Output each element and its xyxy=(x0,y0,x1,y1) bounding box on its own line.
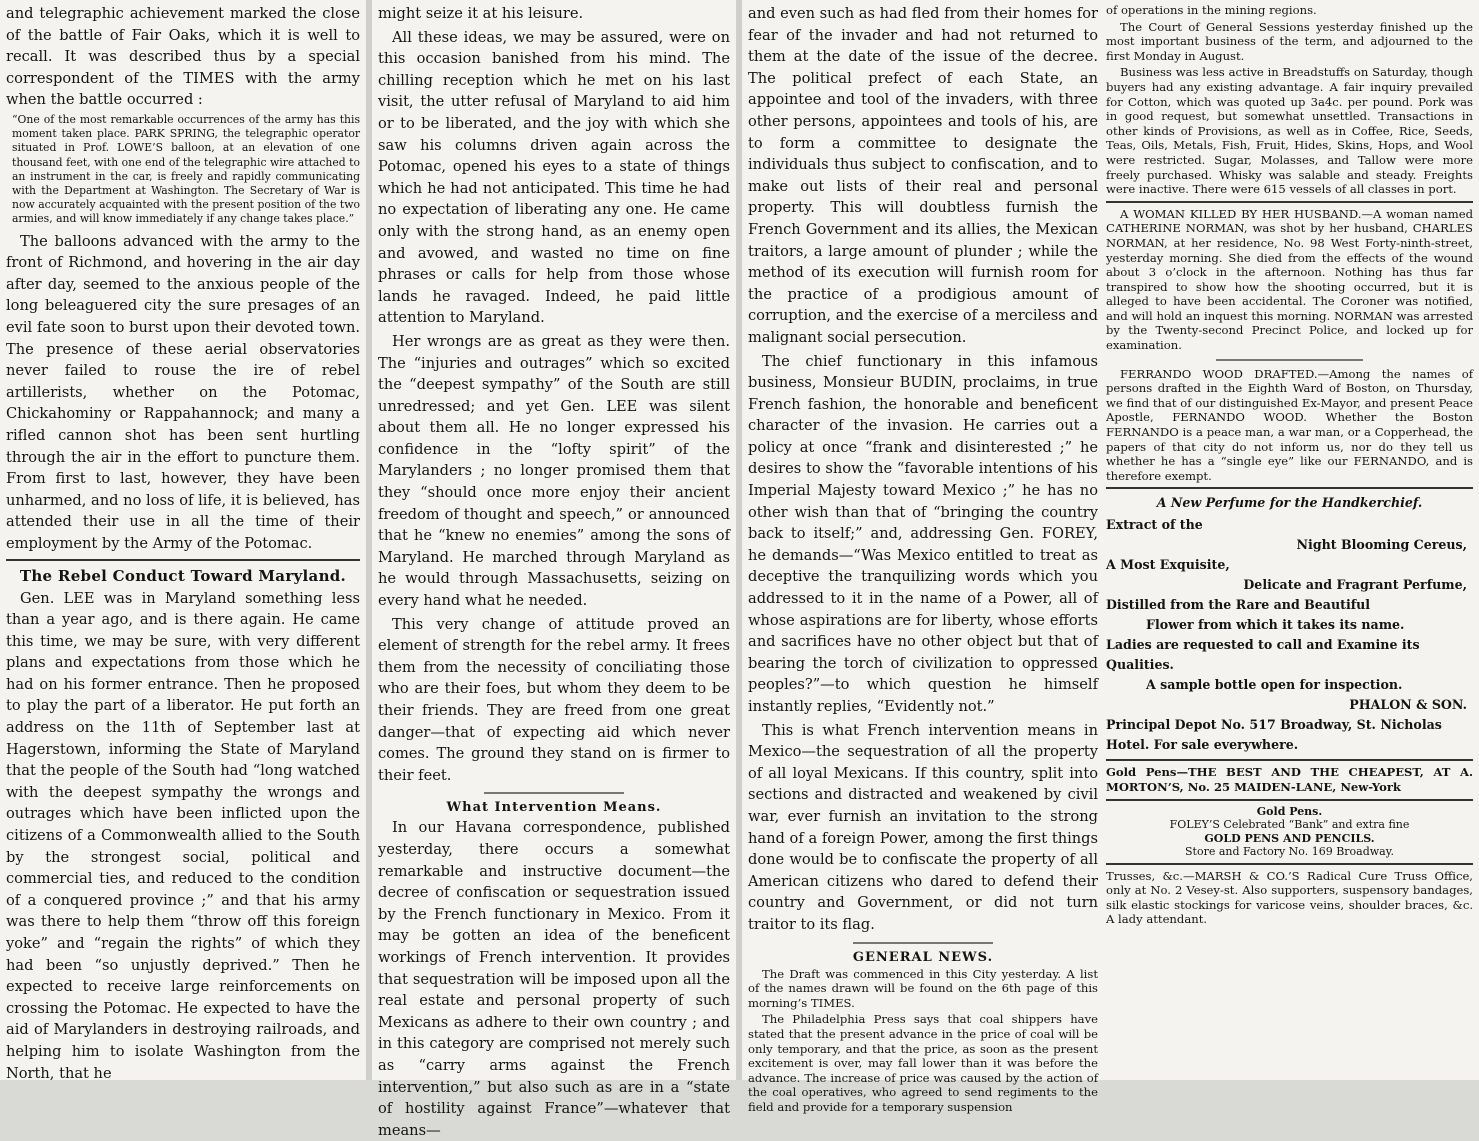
divider xyxy=(1106,799,1473,801)
column-2 xyxy=(372,0,736,1139)
section-heading: GENERAL NEWS. xyxy=(852,949,994,965)
paragraph: and telegraphic achievement marked the close of the battle of Fair Oaks, which it is well to recall. It was described thus by a special correspondent of the TIMES with the army when the battle occurred : xyxy=(6,5,360,109)
paragraph: and even such as had fled from their homes for fear of the invader and had not returned to them at the date of the issue of the decree. The political prefect of each State, an appointee and tool of the invaders, with three other persons, appointees and tools of his, are to form a committee to designate the individuals thus subject to confiscation, and to make out lists of their real and personal property. This will doubtless furnish the French Government and its allies, the Mexican traitors, a large amount of plunder ; while the method of its execution will furnish room for the practice of a prodigious amount of corruption, and the exercise of a merciless and malignant social persecution. xyxy=(748,5,1098,346)
divider xyxy=(6,559,360,561)
ad-line: Flower from which it takes its name. xyxy=(1146,617,1405,633)
column-1 xyxy=(0,0,366,1080)
news-item: of operations in the mining regions. xyxy=(1106,3,1317,17)
paragraph: The chief functionary in this infamous business, Monsieur BUDIN, proclaims, in true French fashion, the honorable and beneficent character of the invasion. He carries out a policy at once “frank and disinterested ;” he desires to show the “favorable intentions of his Imperial Majesty toward Mexico ;” he has no other wish than that of “bringing the country back to itself;” and, addressing Gen. FOREY, he demands—“Was Mexico entitled to treat as deceptive the tranquilizing words which you addressed to it in the name of a Power, all of whose aspirations are for liberty, whose efforts and sacrifices have no other object but that of bearing the torch of civilization to oppressed peoples?”—to which question he himself instantly replies, “Evidently not.” xyxy=(748,352,1098,715)
ad-line: PHALON & SON. xyxy=(1349,697,1467,713)
paragraph: Her wrongs are as great as they were then. The “injuries and outrages” which so excited the “deepest sympathy” of the South are still unredressed; and yet Gen. LEE was silent about them all. He no longer expressed his confidence in the “lofty spirit” of the Marylanders ; no longer promised them that they “should once more enjoy their ancient freedom of thought and speech,” or announced that he “knew no enemies” among the sons of Maryland. He marched through Maryland as he would through Massachusetts, seizing on every hand what he needed. xyxy=(378,332,730,610)
paragraph: This very change of attitude proved an element of strength for the rebel army. It frees them from the necessity of conciliating those who are their foes, but whom they deem to be their friends. They are freed from one great danger—that of expecting aid which never comes. The ground they stand on is firmer to their feet. xyxy=(378,615,730,784)
ad-line: Distilled from the Rare and Beautiful xyxy=(1106,597,1371,613)
quoted-dispatch: “One of the most remarkable occurrences of the army has this moment taken place. PARK SPRING, the telegraphic operator situated in Prof. LOWE’S balloon, at an elevation of one thousand feet, with one end of the telegraphic wire attached to an instrument in the car, is freely and rapidly communicating with the Department at Washington. The Secretary of War is now accurately acquainted with the present position of the two armies, and will know immediately if any change takes place.” xyxy=(12,112,360,226)
article-heading: What Intervention Means. xyxy=(446,800,662,816)
news-item-wood-drafted: FERRANDO WOOD DRAFTED.—Among the names of persons drafted in the Eighth Ward of Boston, on Thursday, we find that of our distinguished Ex-Mayor, and present Peace Apostle, FERNANDO WOOD. Whether the Boston FERNANDO is a peace man, a war man, or a Copperhead, the papers of that city do not inform us, nor do they tell us whether he has a “single eye” like our FERNANDO, and is therefore exempt. xyxy=(1106,366,1473,483)
ad-line: Store and Factory No. 169 Broadway. xyxy=(1185,845,1394,859)
ad-line: A Most Exquisite, xyxy=(1106,557,1230,573)
divider xyxy=(1106,487,1473,489)
column-3 xyxy=(742,0,1104,1114)
paragraph: might seize it at his leisure. xyxy=(378,5,584,22)
divider xyxy=(484,792,625,794)
ad-line: Ladies are requested to call and Examine its Qualities. xyxy=(1106,637,1420,673)
ad-line: Gold Pens—THE BEST AND THE CHEAPEST, AT A. MORTON’S, No. 25 MAIDEN-LANE, New-York xyxy=(1106,765,1473,794)
ad-line: Principal Depot No. 517 Broadway, St. Nicholas Hotel. For sale everywhere. xyxy=(1106,717,1442,753)
paragraph: In our Havana correspondence, published yesterday, there occurs a somewhat remarkable and instructive document—the decree of confiscation or sequestration issued by the French functionary in Mexico. From it may be gotten an idea of the beneficent workings of French intervention. It provides that sequestration will be imposed upon all the real estate and personal property of such Mexicans as adhere to their own country ; and in this category are comprised not merely such as “carry arms against the French intervention,” but also such as are in a “state of hostility against France”—whatever that means— xyxy=(378,819,730,1139)
ad-line: FOLEY’S Celebrated “Bank” and extra fine xyxy=(1169,818,1410,832)
article-heading: The Rebel Conduct Toward Maryland. xyxy=(19,566,347,585)
divider xyxy=(1106,863,1473,865)
divider xyxy=(853,942,993,944)
news-item: Business was less active in Breadstuffs on Saturday, though buyers had any existing advantage. A fair inquiry prevailed for Cotton, which was quoted up 3a4c. per pound. Pork was in good request, but somewhat unsettled. Transactions in other kinds of Provisions, as well as in Coffee, Rice, Seeds, Teas, Oils, Metals, Fish, Fruit, Hides, Skins, Hops, and Wool were restricted. Sugar, Molasses, and Tallow were more freely purchased. Whisky was salable and steady. Freights were inactive. There were 615 vessels of all classes in port. xyxy=(1106,65,1473,197)
news-item: The Draft was commenced in this City yesterday. A list of the names drawn will be found on the 6th page of this morning’s TIMES. xyxy=(748,966,1098,1010)
divider xyxy=(1106,201,1473,203)
paragraph: Gen. LEE was in Maryland something less than a year ago, and is there again. He came this time, we may be sure, with very different plans and expectations from those which he had on his former entrance. Then he proposed to play the part of a liberator. He put forth an address on the 11th of September last at Hagerstown, informing the State of Maryland that the people of the South had “long watched with the deepest sympathy the wrongs and outrages which have been inflicted upon the citizens of a Commonwealth allied to the South by the strongest social, political and commercial ties, and reduced to the condition of a conquered province ;” and that his army was there to help them “throw off this foreign yoke” and “regain the rights” of which they had been “so unjustly deprived.” Then he expected to receive large reinforcements on crossing the Potomac. He expected to have the aid of Marylanders in destroying railroads, and helping him to isolate Washington from the North, that he xyxy=(6,589,360,1082)
paragraph: The balloons advanced with the army to the front of Richmond, and hovering in the air day after day, seemed to the anxious people of the long beleaguered city the sure presages of an evil fate soon to burst upon their devoted town. The presence of these aerial observatories never failed to rouse the ire of rebel artillerists, whether on the Potomac, Chickahominy or Rappahannock; and many a rifled cannon shot has been sent hurtling through the air in the effort to puncture them. From first to last, however, they have been unharmed, and no loss of life, it is believed, has attended their use in all the time of their employment by the Army of the Potomac. xyxy=(6,232,360,552)
divider xyxy=(1106,759,1473,761)
ad-line: Extract of the xyxy=(1106,517,1203,533)
column-4 xyxy=(1100,0,1479,1080)
ad-title: A New Perfume for the Handkerchief. xyxy=(1156,495,1423,511)
ad-line: Night Blooming Cereus, xyxy=(1296,537,1467,553)
ad-line: A sample bottle open for inspection. xyxy=(1146,677,1403,693)
trusses-advertisement: Trusses, &c.—MARSH & CO.’S Radical Cure Truss Office, only at No. 2 Vesey-st. Also supporters, suspensory bandages, silk elastic stockings for varicose veins, shoulder braces, &c. A lady attendant. xyxy=(1106,868,1473,927)
perfume-advertisement xyxy=(1106,493,1473,755)
ad-line: GOLD PENS AND PENCILS. xyxy=(1204,831,1375,845)
news-item-woman-killed: A WOMAN KILLED BY HER HUSBAND.—A woman named CATHERINE NORMAN, was shot by her husband, CHARLES NORMAN, at her residence, No. 98 West Forty-ninth-street, yesterday morning. She died from the effects of the wound about 3 o’clock in the afternoon. Nothing has thus far transpired to show how the shooting occurred, but it is alleged to have been accidental. The Coroner was notified, and will hold an inquest this morning. NORMAN was arrested by the Twenty-second Precinct Police, and locked up for examination. xyxy=(1106,206,1473,353)
divider xyxy=(1216,359,1363,361)
paragraph: All these ideas, we may be assured, were on this occasion banished from his mind. The chilling reception which he met on his last visit, the utter refusal of Maryland to aid him or to be liberated, and the joy with which she saw his columns driven again across the Potomac, opened his eyes to a state of things which he had not anticipated. This time he had no expectation of liberating any one. He came only with the strong hand, as an enemy open and avowed, and wasted no time on fine phrases or calls for help from those whose lands he ravaged. Indeed, he paid little attention to Maryland. xyxy=(378,28,730,327)
ad-title: Gold Pens. xyxy=(1256,804,1323,818)
news-item: The Court of General Sessions yesterday finished up the most important business of the term, and adjourned to the first Monday in August. xyxy=(1106,19,1473,63)
paragraph: This is what French intervention means in Mexico—the sequestration of all the property of all loyal Mexicans. If this country, split into sections and distracted and weakened by civil war, ever furnish an invitation to the strong hand of a foreign Power, among the first things done would be to confiscate the property of all American citizens who dared to defend their country and Government, or did not turn traitor to its flag. xyxy=(748,721,1098,933)
news-item: The Philadelphia Press says that coal shippers have stated that the present advance in the price of coal will be only temporary, and that the price, as soon as the present excitement is over, may fall lower than it was before the advance. The increase of price was caused by the action of the coal operatives, who agreed to send regiments to the field and provide for a temporary suspension xyxy=(748,1012,1098,1114)
gold-pens-advertisement xyxy=(1106,765,1473,927)
ad-line: Delicate and Fragrant Perfume, xyxy=(1243,577,1467,593)
